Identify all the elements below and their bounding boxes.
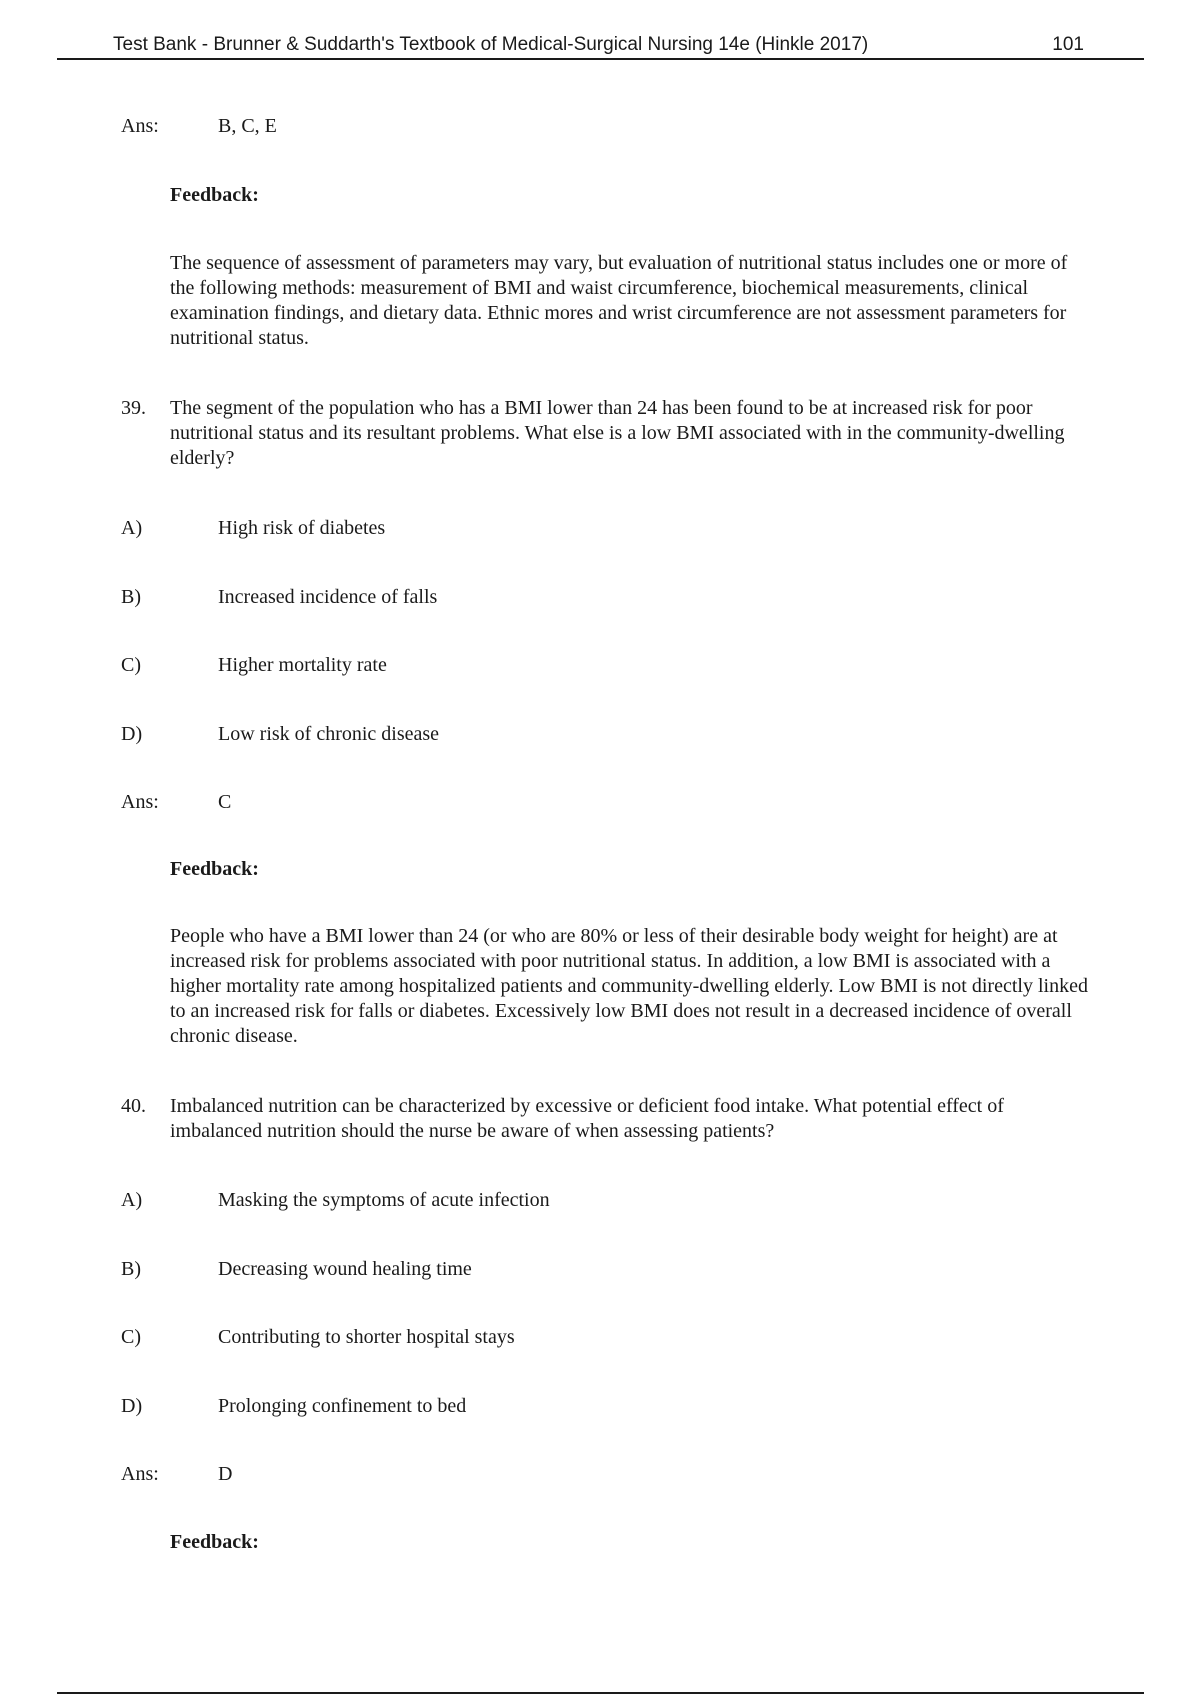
option-text: Masking the symptoms of acute infection — [218, 1189, 550, 1211]
header-title: Test Bank - Brunner & Suddarth's Textbook of Medical-Surgical Nursing 14e (Hinkle 2017) — [113, 34, 869, 55]
option-letter: D) — [121, 723, 143, 745]
feedback-text: People who have a BMI lower than 24 (or who are 80% or less of their desirable body weight for height) are at increased risk for problems associated with poor nutritional status. In addition, a low BMI is associated with a higher mortality rate among hospitalized patients and community-dwelling elderly. Low BMI is not directly linked to an increased risk for falls or diabetes. Excessively low BMI does not result in a decreased incidence of overall chronic disease. — [170, 925, 1088, 1047]
option-letter: A) — [121, 517, 143, 539]
option-text: Increased incidence of falls — [218, 586, 438, 608]
answer-value: B, C, E — [218, 115, 277, 137]
answer-label: Ans: — [121, 791, 159, 813]
option-letter: C) — [121, 654, 141, 676]
feedback-heading: Feedback: — [170, 858, 259, 880]
answer-label: Ans: — [121, 1463, 159, 1485]
option-letter: A) — [121, 1189, 143, 1211]
option-text: Contributing to shorter hospital stays — [218, 1326, 515, 1348]
option-letter: B) — [121, 1258, 141, 1280]
question-text: Imbalanced nutrition can be characterized by excessive or deficient food intake. What potential effect of imbalanced nutrition should the nurse be aware of when assessing patients? — [170, 1095, 1004, 1142]
option-text: Prolonging confinement to bed — [218, 1395, 467, 1417]
footer-rule — [57, 1692, 1144, 1694]
question-number: 40. — [121, 1095, 146, 1117]
question-number: 39. — [121, 397, 146, 419]
feedback-text: The sequence of assessment of parameters may vary, but evaluation of nutritional status includes one or more of the following methods: measurement of BMI and waist circumference, biochemical measurements, clinical examination findings, and dietary data. Ethnic mores and wrist circumference are not assessment parameters for nutritional status. — [170, 252, 1068, 349]
feedback-heading: Feedback: — [170, 1531, 259, 1553]
option-text: Higher mortality rate — [218, 654, 387, 676]
answer-value: C — [218, 791, 232, 813]
question-text: The segment of the population who has a BMI lower than 24 has been found to be at increased risk for poor nutritional status and its resultant problems. What else is a low BMI associated with in the community-dwelling elderly? — [170, 397, 1065, 469]
feedback-heading: Feedback: — [170, 184, 259, 206]
option-text: Decreasing wound healing time — [218, 1258, 472, 1280]
option-text: High risk of diabetes — [218, 517, 386, 539]
option-text: Low risk of chronic disease — [218, 723, 440, 745]
answer-value: D — [218, 1463, 233, 1485]
option-letter: C) — [121, 1326, 141, 1348]
option-letter: D) — [121, 1395, 143, 1417]
option-letter: B) — [121, 586, 141, 608]
page-number: 101 — [1052, 34, 1084, 55]
page-header — [57, 30, 1144, 60]
answer-label: Ans: — [121, 115, 159, 137]
